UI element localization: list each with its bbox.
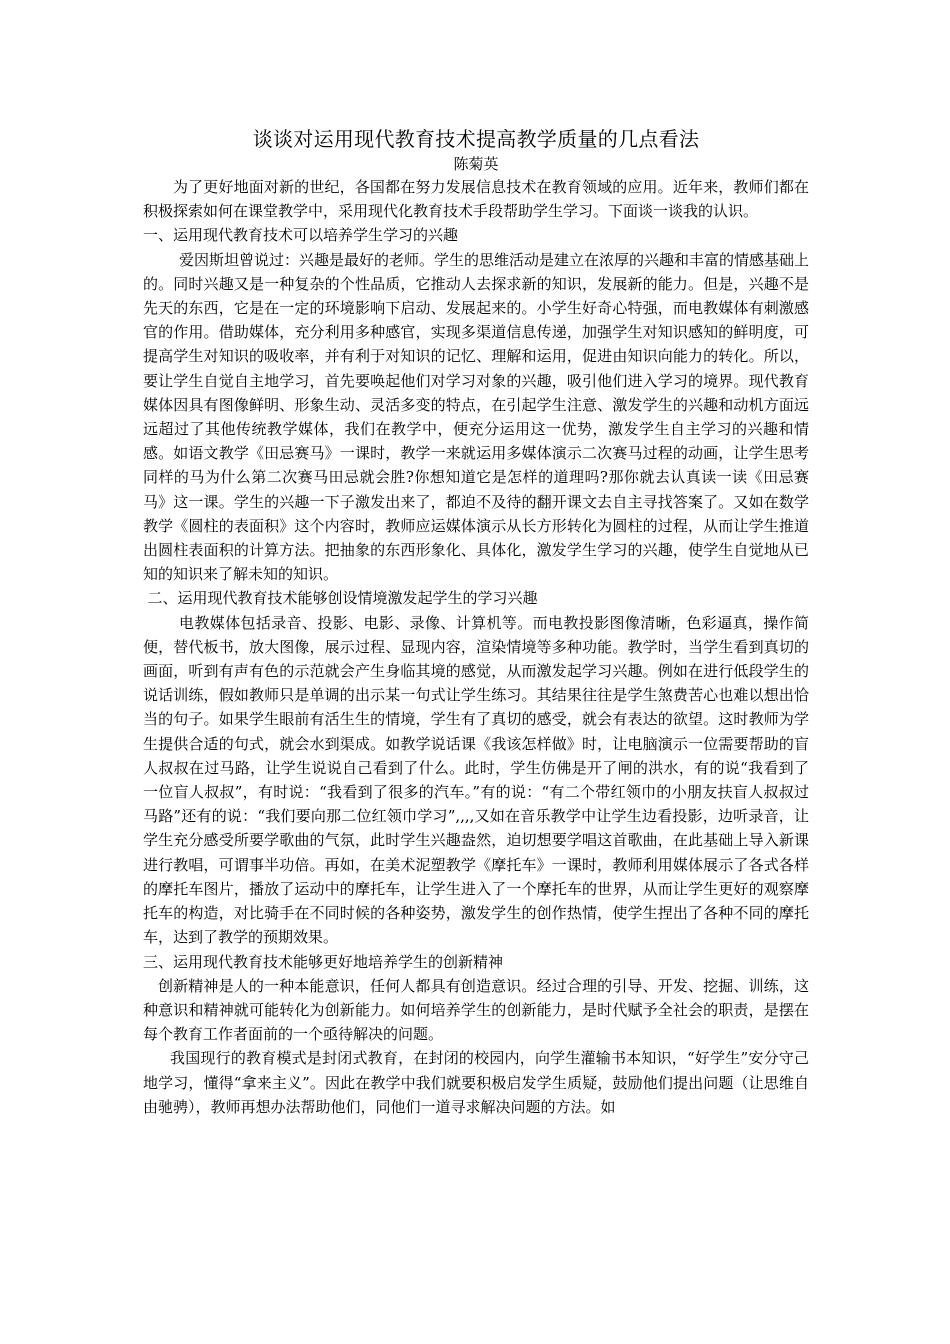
author-name: 陈菊英 — [453, 155, 499, 173]
document-body — [143, 125, 809, 1119]
document-title: 谈谈对运用现代教育技术提高教学质量的几点看法 — [252, 127, 700, 151]
paragraph: 创新精神是人的一种本能意识，任何人都具有创造意识。经过合理的引导、开发、挖掘、训练，这种意识和精神就可能转化为创新能力。如何培养学生的创新能力，是时代赋予全社会的职责，是摆在每个教育工作者面前的一个亟待解决的问题。 — [143, 976, 809, 1044]
section-heading: 一、运用现代教育技术可以培养学生学习的兴趣 — [143, 226, 459, 245]
paragraph: 我国现行的教育模式是封闭式教育，在封闭的校园内，向学生灌输书本知识，“好学生”安分守己地学习，懂得“拿来主义”。因此在教学中我们就要积极启发学生质疑，鼓励他们提出问题（让思维自由驰骋），教师再想办法帮助他们，同他们一道寻求解决问题的方法。如 — [143, 1049, 809, 1116]
section-heading: 二、运用现代教育技术能够创设情境激发起学生的学习兴趣 — [147, 589, 538, 608]
paragraph: 为了更好地面对新的世纪，各国都在努力发展信息技术在教育领域的应用。近年来，教师们都在积极探索如何在课堂教学中，采用现代化教育技术手段帮助学生学习。下面谈一谈我的认识。 — [143, 178, 809, 221]
paragraph: 爱因斯坦曾说过：兴趣是最好的老师。学生的思维活动是建立在浓厚的兴趣和丰富的情感基础上的。同时兴趣又是一种复杂的个性品质，它推动人去探求新的知识，发展新的能力。但是，兴趣不是先天的东西，它是在一定的环境影响下启动、发展起来的。小学生好奇心特强，而电教媒体有刺激感官的作用。借助媒体，充分利用多种感官，实现多渠道信息传递，加强学生对知识感知的鲜明度，可提高学生对知识的吸收率，并有利于对知识的记忆、理解和运用，促进由知识向能力的转化。所以，要让学生自觉自主地学习，首先要唤起他们对学习对象的兴趣，吸引他们进入学习的境界。现代教育媒体因具有图像鲜明、形象生动、灵活多变的特点，在引起学生注意、激发学生的兴趣和动机方面远远超过了其他传统教学媒体，我们在教学中，便充分运用这一优势，激发学生自主学习的兴趣和情感。如语文教学《田忌赛马》一课时，教学一来就运用多媒体演示二次赛马过程的动画，让学生思考同样的马为什么第二次赛马田忌就会胜?你想知道它是怎样的道理吗?那你就去认真读一读《田忌赛马》这一课。学生的兴趣一下子激发出来了，都迫不及待的翻开课文去自主寻找答案了。又如在数学教学《圆柱的表面积》这个内容时，教师应运媒体演示从长方形转化为圆柱的过程，从而让学生推道出圆柱表面积的计算方法。把抽象的东西形象化、具体化，激发学生学习的兴趣，使学生自觉地从已知的知识来了解未知的知识。 — [143, 250, 810, 584]
paragraph-list — [143, 175, 809, 1119]
section-heading: 三、运用现代教育技术能够更好地培养学生的创新精神 — [143, 952, 504, 971]
paragraph: 电教媒体包括录音、投影、电影、录像、计算机等。而电教投影图像清晰，色彩逼真，操作简便，替代板书，放大图像，展示过程、显现内容，渲染情境等多种功能。教学时，当学生看到真切的画面，听到有声有色的示范就会产生身临其境的感觉，从而激发起学习兴趣。例如在进行低段学生的说话训练，假如教师只是单调的出示某一句式让学生练习。其结果往往是学生煞费苦心也难以想出恰当的句子。如果学生眼前有活生生的情境，学生有了真切的感受，就会有表达的欲望。这时教师为学生提供合适的句式，就会水到渠成。如教学说话课《我该怎样做》时，让电脑演示一位需要帮助的盲人叔叔在过马路，让学生说说自己看到了什么。此时，学生仿佛是开了闸的洪水，有的说“我看到了一位盲人叔叔”，有时说：“我看到了很多的汽车。”有的说：“有二个带红领巾的小朋友扶盲人叔叔过马路”还有的说：“我们要向那二位红领巾学习”,,,,又如在音乐教学中让学生边看投影，边听录音，让学生充分感受所要学歌曲的气氛，此时学生兴趣盎然，迫切想要学唱这首歌曲，在此基础上导入新课进行教唱，可谓事半功倍。再如，在美术泥塑教学《摩托车》一课时，教师利用媒体展示了各式各样的摩托车图片，播放了运动中的摩托车，让学生进入了一个摩托车的世界，从而让学生更好的观察摩托车的构造，对比骑手在不同时候的各种姿势，激发学生的创作热情，使学生捏出了各种不同的摩托车，达到了教学的预期效果。 — [143, 613, 809, 947]
